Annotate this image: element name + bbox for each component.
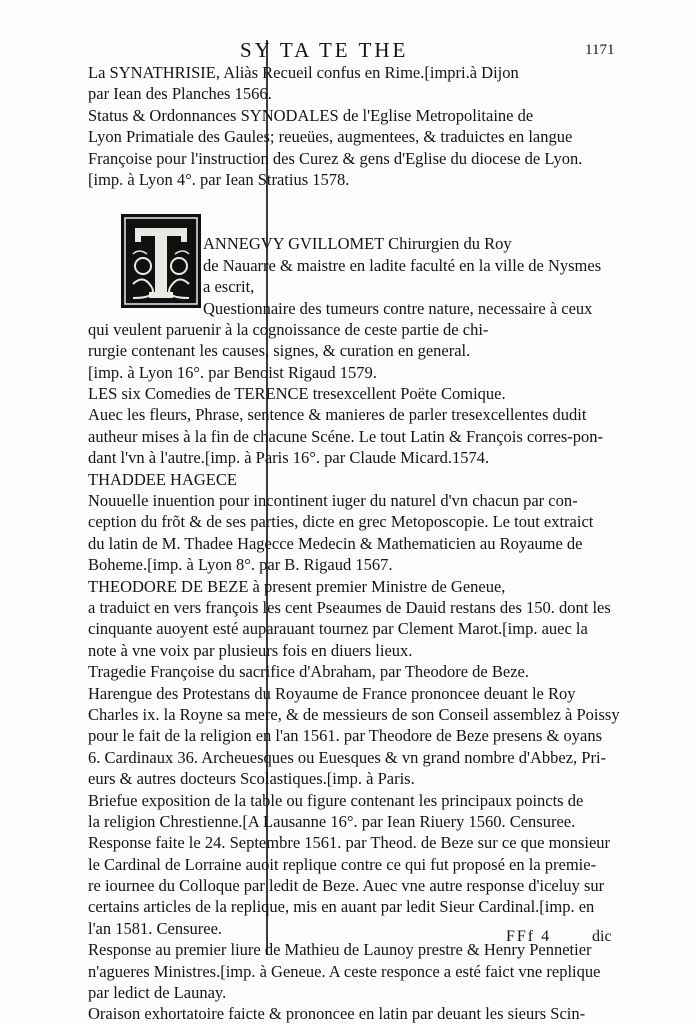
text-line: ANNEGVY GVILLOMET Chirurgien du Roy [203,234,512,254]
text-line: Briefue exposition de la table ou figure contenant les principaux poincts de [88,790,584,810]
text-line: Auec les fleurs, Phrase, sentence & manieres de parler tresexcellentes dudit [88,405,587,425]
text-line: Status & Ordonnances SYNODALES de l'Eglise Metropolitaine de [88,105,534,125]
text-line: re iournee du Colloque par ledit de Beze. Auec vne autre response d'iceluy sur [88,876,605,896]
text-line: Françoise pour l'instruction des Curez & gens d'Eglise du diocese de Lyon. [88,148,583,168]
text-line: dant l'vn à l'autre.[imp. à Paris 16°. par Claude Micard.1574. [88,448,490,468]
text-line: Charles ix. la Royne sa mere, & de messieurs de son Conseil assemblez à Poissy [88,704,620,724]
text-line: a traduict en vers françois les cent Pseaumes de Dauid restans des 150. dont les [88,597,611,617]
page-header [0,38,696,64]
page-number: 1171 [585,42,615,58]
text-line: Boheme.[imp. à Lyon 8°. par B. Rigaud 1567. [88,555,393,575]
text-line: par Iean des Planches 1566. [88,84,272,104]
text-line: Oraison exhortatoire faicte & prononcee en latin par deuant les sieurs Scin- [88,1004,586,1024]
text-line: La SYNATHRISIE, Aliàs Recueil confus en Rime.[impri.à Dijon [88,63,519,82]
text-line: l'an 1581. Censuree. [88,918,223,938]
text-line: LES six Comedies de TERENCE tresexcellent Poëte Comique. [88,384,506,404]
text-line: Harengue des Protestans du Royaume de France prononcee deuant le Roy [88,683,576,703]
text-line: Nouuelle inuention pour incontinent iuger du naturel d'vn chacun par con- [88,491,578,511]
text-line: du latin de M. Thadee Hagecce Medecin & Mathematicien au Royaume de [88,533,583,553]
text-line: le Cardinal de Lorraine auoit replique contre ce qui fut proposé en la premie- [88,854,597,874]
text-line: a escrit, [203,277,255,297]
text-line: THEODORE DE BEZE à present premier Ministre de Geneue, [88,576,506,596]
text-line: eurs & autres docteurs Scolastiques.[imp. à Paris. [88,769,415,789]
text-line: la religion Chrestienne.[A Lausanne 16°. par Iean Riuery 1560. Censuree. [88,811,576,831]
text-line: Questionnaire des tumeurs contre nature, necessaire à ceux [203,298,593,318]
running-head: SY TA TE THE [240,38,409,62]
text-line: de Nauarre & maistre en ladite faculté en la ville de Nysmes [203,255,602,275]
text-line: par ledict de Launay. [88,983,227,1003]
text-line: note à vne voix par plusieurs fois en diuers lieux. [88,640,413,660]
text-line: 6. Cardinaux 36. Archeuesques ou Euesques & vn grand nombre d'Abbez, Pri- [88,747,607,767]
text-line: Tragedie Françoise du sacrifice d'Abraham, par Theodore de Beze. [88,662,529,682]
catchword: dic [592,928,612,945]
text-line: Response faite le 24. Septembre 1561. par Theod. de Beze sur ce que monsieur [88,833,611,853]
text-line: autheur mises à la fin de chacune Scéne. Le tout Latin & François corres-pon- [88,426,603,446]
text-line: pour le fait de la religion en l'an 1561. par Theodore de Beze presens & oyans [88,726,602,746]
text-line: rurgie contenant les causes, signes, & curation en general. [88,341,471,361]
text-line: qui veulent paruenir à la cognoissance de ceste partie de chi- [88,319,489,339]
body-text [88,62,623,1025]
signature-mark: FFf 4 [506,928,552,945]
text-line: THADDEE HAGECE [88,469,237,489]
text-line: Response au premier liure de Mathieu de Launoy prestre & Henry Pennetier [88,940,592,960]
text-line: cinquante auoyent esté auparauant tournez par Clement Marot.[imp. auec la [88,619,588,639]
text-line: [imp. à Lyon 16°. par Benoist Rigaud 1579. [88,362,377,382]
text-line: ception du frõt & de ses parties, dicte en grec Metoposcopie. Le tout extraict [88,512,594,532]
text-line: certains articles de la replique, mis en auant par ledit Sieur Cardinal.[imp. en [88,897,595,917]
text-line: n'agueres Ministres.[imp. à Geneue. A ceste responce a esté faict vne replique [88,961,601,981]
text-line: Lyon Primatiale des Gaules; reueües, augmentees, & traduictes en langue [88,127,573,147]
section-gap [88,190,623,233]
text-line: [imp. à Lyon 4°. par Iean Stratius 1578. [88,169,350,189]
